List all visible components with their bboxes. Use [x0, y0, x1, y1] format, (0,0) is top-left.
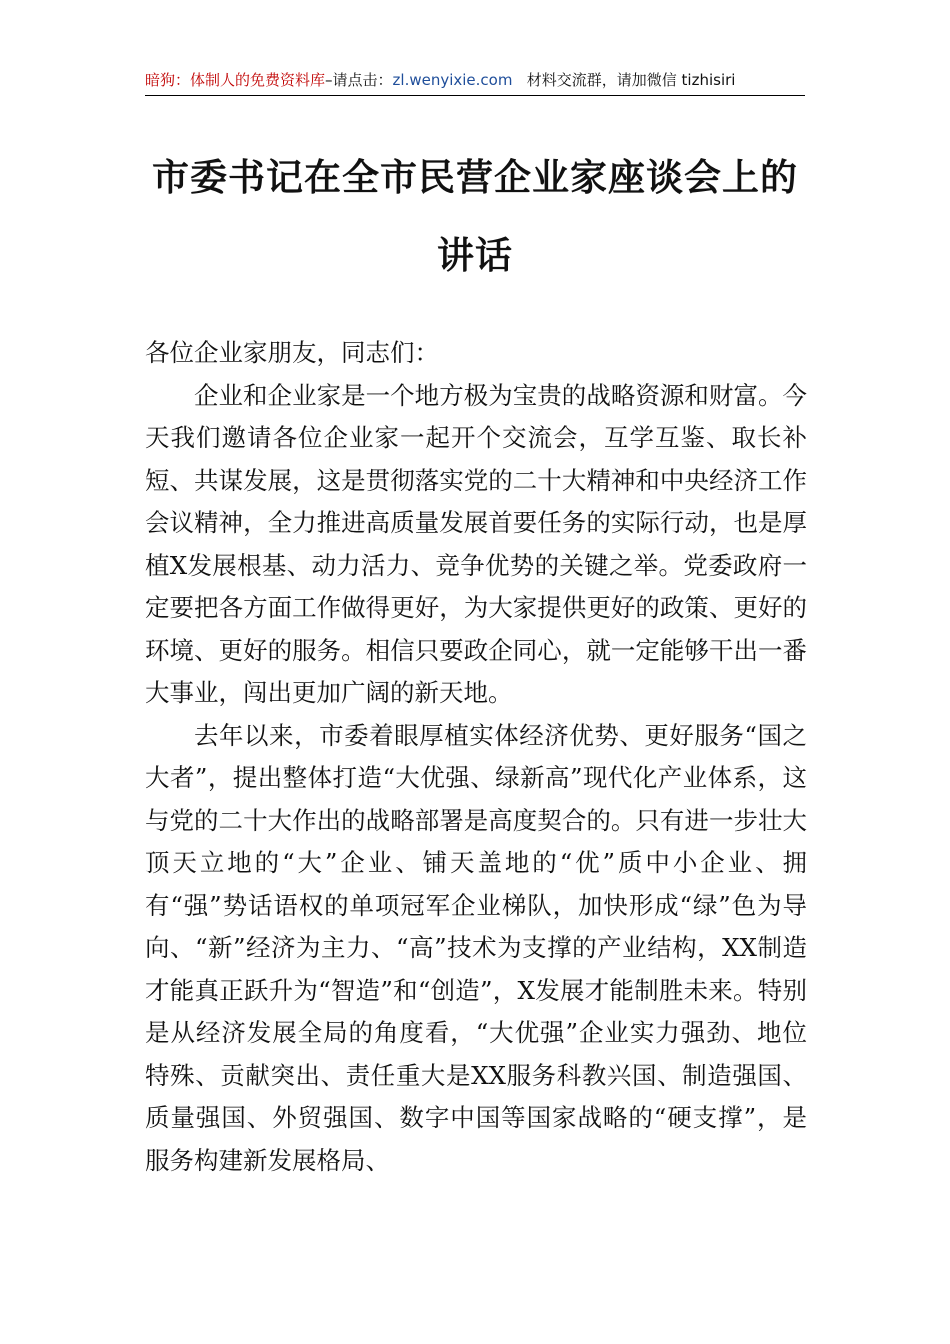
document-body — [145, 332, 807, 1182]
page-header — [145, 64, 805, 96]
document-title: 市委书记在全市民营企业家座谈会上的讲话 — [152, 155, 798, 277]
header-prompt: –请点击： — [325, 71, 393, 89]
header-link[interactable]: zl.wenyixie.com — [392, 71, 513, 89]
paragraph-2: 去年以来，市委着眼厚植实体经济优势、更好服务“国之大者”，提出整体打造“大优强、绿新高”现代化产业体系，这与党的二十大作出的战略部署是高度契合的。只有进一步壮大顶天立地的“大”企业、铺天盖地的“优”质中小企业、拥有“强”势话语权的单项冠军企业梯队，加快形成“绿”色为导向、“新”经济为主力、“高”技术为支撑的产业结构，XX制造才能真正跃升为“智造”和“创造”，X发展才能制胜未来。特别是从经济发展全局的角度看，“大优强”企业实力强劲、地位特殊、贡献突出、责任重大是XX服务科教兴国、制造强国、质量强国、外贸强国、数字中国等国家战略的“硬支撑”，是服务构建新发展格局、 — [145, 720, 807, 1175]
header-brand: 暗狗：体制人的免费资料库 — [145, 71, 326, 89]
salutation: 各位企业家朋友，同志们： — [145, 338, 439, 367]
header-contact: 材料交流群，请加微信 tizhisiri — [526, 71, 736, 89]
paragraph-1: 企业和企业家是一个地方极为宝贵的战略资源和财富。今天我们邀请各位企业家一起开个交流会，互学互鉴、取长补短、共谋发展，这是贯彻落实党的二十大精神和中央经济工作会议精神，全力推进高质量发展首要任务的实际行动，也是厚植X发展根基、动力活力、竞争优势的关键之举。党委政府一定要把各方面工作做得更好，为大家提供更好的政策、更好的环境、更好的服务。相信只要政企同心，就一定能够干出一番大事业，闯出更加广阔的新天地。 — [145, 380, 807, 707]
